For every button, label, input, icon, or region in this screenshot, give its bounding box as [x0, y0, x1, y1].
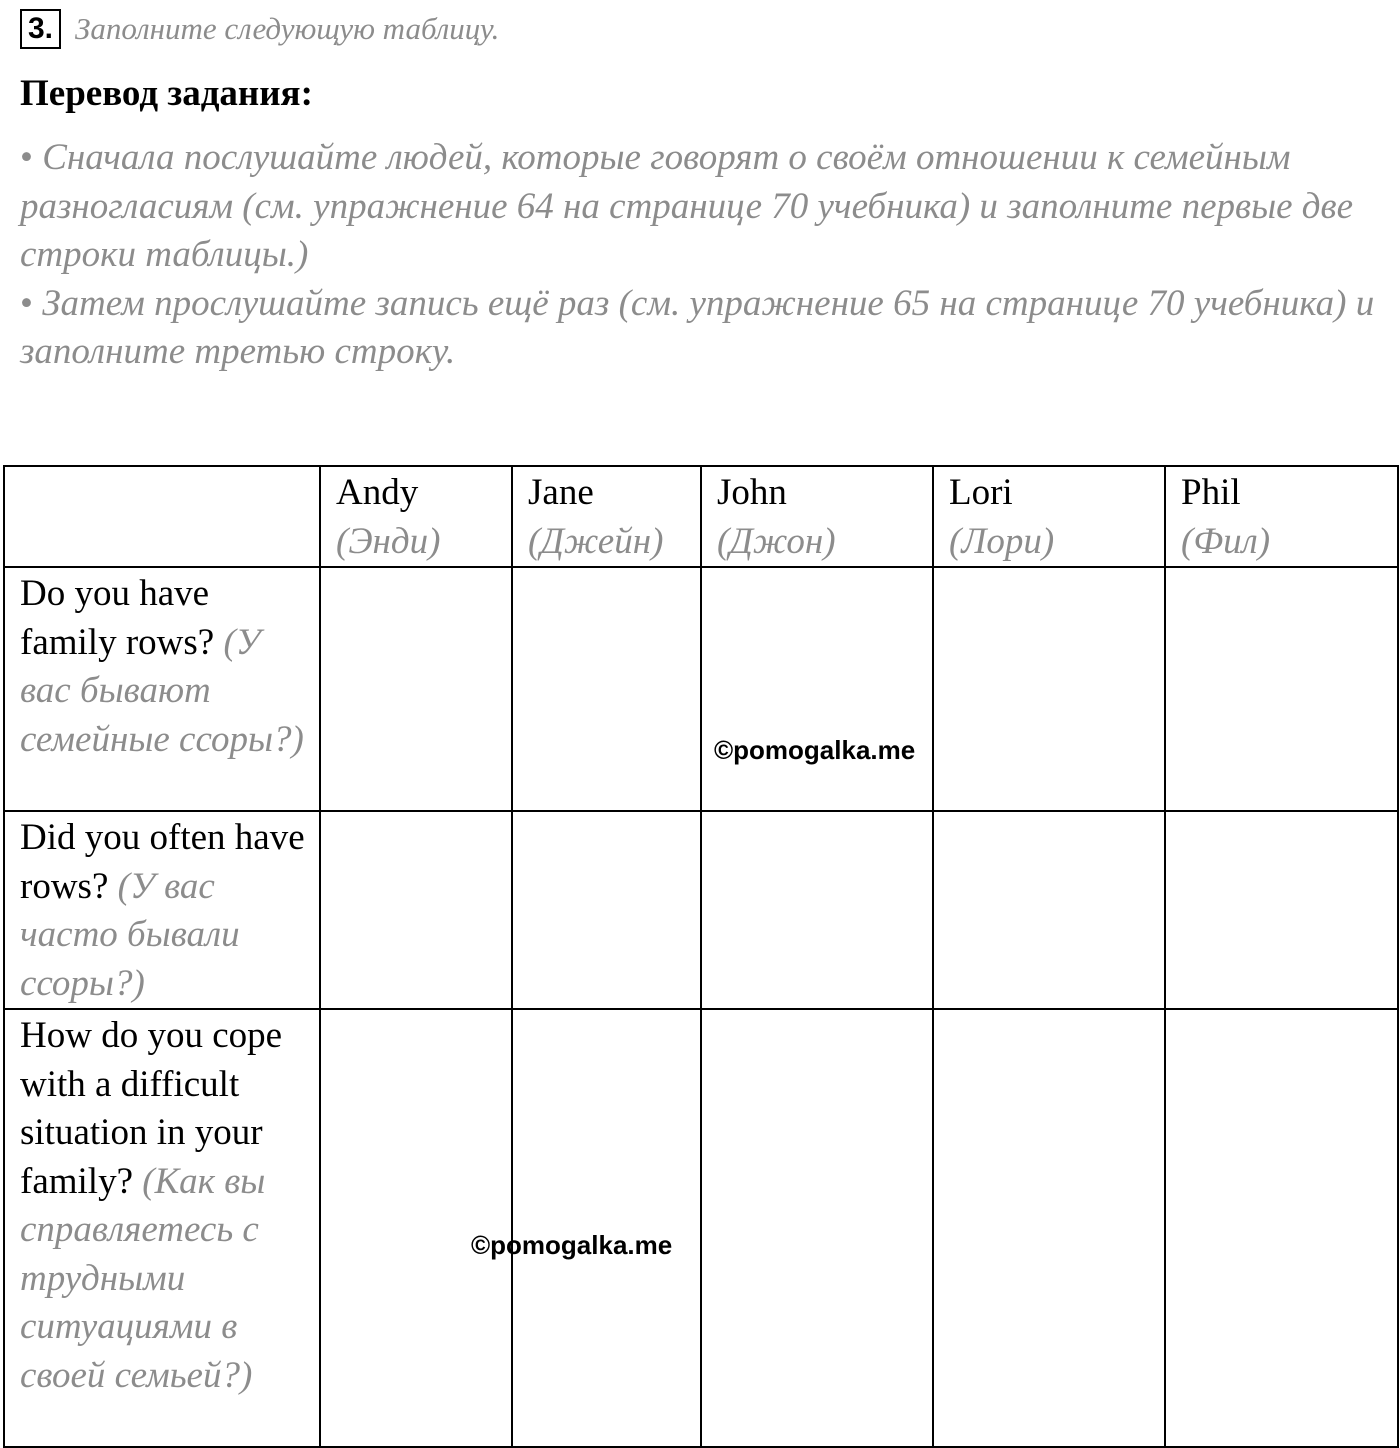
answer-cell[interactable]: [933, 567, 1165, 811]
column-header-john: [701, 466, 933, 567]
answer-cell[interactable]: [320, 567, 512, 811]
bullet-icon: •: [20, 137, 33, 178]
answer-cell[interactable]: [320, 811, 512, 1009]
answer-cell[interactable]: [933, 1009, 1165, 1447]
column-translation: (Лори): [949, 520, 1055, 562]
translation-bullet: [20, 280, 1390, 377]
answer-cell[interactable]: [1165, 567, 1398, 811]
translation-bullet: [20, 134, 1390, 280]
answer-cell[interactable]: [512, 567, 701, 811]
column-translation: (Джейн): [528, 520, 664, 562]
row-question-cell: [4, 567, 320, 811]
column-translation: (Энди): [336, 520, 441, 562]
column-translation: (Фил): [1181, 520, 1271, 562]
column-name: Lori: [949, 472, 1013, 513]
translation-bullet-text: Сначала послушайте людей, которые говорят о своём отношении к семейным разногласиям (см. упражнение 64 на странице 70 учебника) и заполните первые две строки таблицы.): [20, 137, 1353, 275]
column-header-andy: [320, 466, 512, 567]
column-header-lori: [933, 466, 1165, 567]
row-translation: (У вас бывают семейные ссоры?): [20, 621, 304, 760]
row-translation: (Как вы справляетесь с трудными ситуациями в своей семьей?): [20, 1160, 266, 1396]
answer-cell[interactable]: [512, 1009, 701, 1447]
translation-heading: Перевод задания:: [20, 73, 313, 114]
table-row: [4, 811, 1398, 1009]
table-row: [4, 1009, 1398, 1447]
answer-cell[interactable]: [512, 811, 701, 1009]
column-name: Andy: [336, 472, 419, 513]
translation-bullet-text: Затем прослушайте запись ещё раз (см. упражнение 65 на странице 70 учебника) и заполните третью строку.: [20, 282, 1375, 372]
answer-cell[interactable]: [933, 811, 1165, 1009]
column-name: John: [717, 472, 787, 513]
answer-table: [3, 465, 1399, 1448]
answer-cell[interactable]: [701, 567, 933, 811]
task-instruction: Заполните следующую таблицу.: [75, 11, 500, 46]
answer-cell[interactable]: [1165, 811, 1398, 1009]
row-translation: (У вас часто бывали ссоры?): [20, 865, 240, 1004]
row-question: Do you have family rows?: [20, 573, 215, 663]
row-question-cell: [4, 811, 320, 1009]
row-question-cell: [4, 1009, 320, 1447]
column-header-phil: [1165, 466, 1398, 567]
watermark: ©pomogalka.me: [471, 1230, 673, 1260]
table-corner-cell: [4, 466, 320, 567]
bullet-icon: •: [20, 282, 33, 324]
answer-cell[interactable]: [320, 1009, 512, 1447]
task-header: [20, 7, 499, 51]
column-name: Phil: [1181, 472, 1241, 513]
column-name: Jane: [528, 472, 594, 513]
column-header-jane: [512, 466, 701, 567]
answer-cell[interactable]: [1165, 1009, 1398, 1447]
answer-cell[interactable]: [701, 1009, 933, 1447]
task-number: 3.: [20, 9, 61, 49]
translation-body: [20, 134, 1390, 377]
row-question: How do you cope with a difficult situation in your family?: [20, 1015, 283, 1202]
table-row: [4, 567, 1398, 811]
table-header-row: [4, 466, 1398, 567]
row-question: Did you often have rows?: [20, 817, 305, 907]
watermark: ©pomogalka.me: [714, 735, 916, 765]
answer-cell[interactable]: [701, 811, 933, 1009]
column-translation: (Джон): [717, 520, 836, 562]
